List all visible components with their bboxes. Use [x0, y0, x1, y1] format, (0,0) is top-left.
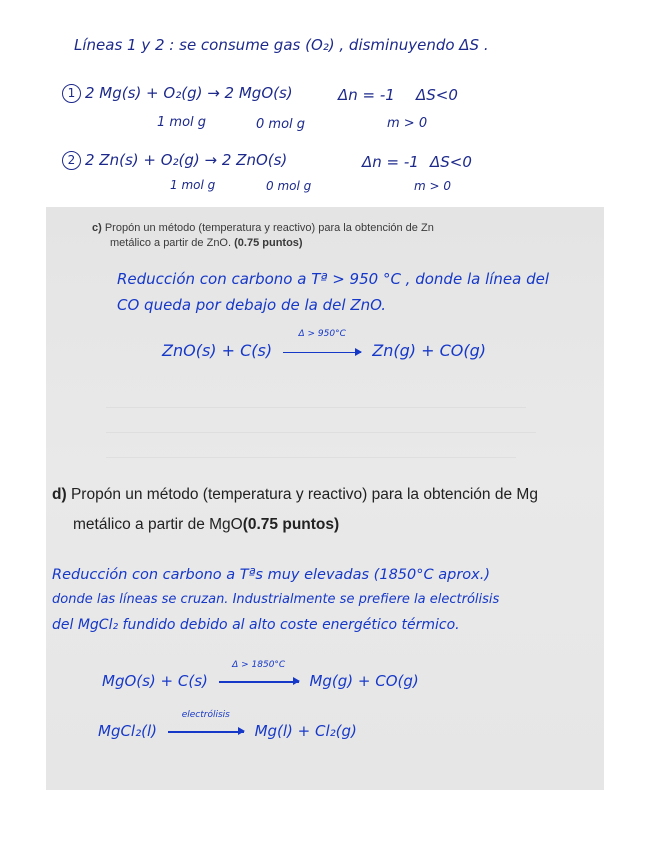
reaction-1-equation: 2 Mg(s) + O₂(g) → 2 MgO(s) — [85, 84, 293, 102]
exam-photo-panel — [46, 207, 604, 790]
reaction-1-gas-moles-reactant: 1 mol g — [157, 115, 207, 130]
question-c-text: Propón un método (temperatura y reactivo) para la obtención de Zn — [104, 222, 434, 234]
equation-d1 — [102, 659, 419, 691]
reaction-2 — [62, 151, 287, 170]
reaction-1-gas-moles-product: 0 mol g — [256, 117, 306, 132]
lines-heading: Líneas 1 y 2 : se consume gas (O₂) , disminuyendo ΔS . — [74, 36, 489, 54]
question-c-text-2: metálico a partir de ZnO. — [110, 237, 232, 249]
reaction-1 — [62, 84, 293, 103]
equation-d2-products: Mg(l) + Cl₂(g) — [254, 722, 357, 740]
reaction-2-delta-n: Δn = -1 — [362, 153, 419, 171]
equation-d1-reactants: MgO(s) + C(s) — [102, 672, 208, 690]
equation-c-reactants: ZnO(s) + C(s) — [162, 341, 273, 360]
reaction-2-delta-s: ΔS<0 — [430, 153, 472, 171]
reaction-2-number: 2 — [62, 151, 81, 170]
equation-d2 — [98, 709, 357, 741]
question-d-text-2: metálico a partir de MgO — [73, 516, 243, 533]
reaction-1-slope: m > 0 — [387, 116, 428, 131]
answer-d-line2: donde las líneas se cruzan. Industrialmente se prefiere la electrólisis — [52, 592, 500, 607]
question-c-line1 — [92, 222, 434, 234]
reaction-2-equation: 2 Zn(s) + O₂(g) → 2 ZnO(s) — [85, 151, 288, 169]
equation-d2-arrow — [168, 709, 244, 741]
question-c-line2 — [110, 237, 303, 249]
equation-c — [162, 329, 487, 361]
answer-d-line1: Reducción con carbono a Tªs muy elevadas (1850°C aprox.) — [52, 567, 490, 583]
answer-d-line3: del MgCl₂ fundido debido al alto coste energético térmico. — [52, 617, 460, 633]
answer-c-line1: Reducción con carbono a Tª > 950 °C , donde la línea del — [117, 270, 550, 288]
equation-d1-products: Mg(g) + CO(g) — [309, 672, 419, 690]
equation-c-arrow — [283, 329, 361, 361]
reaction-1-delta-s: ΔS<0 — [416, 86, 458, 104]
reaction-2-slope: m > 0 — [414, 179, 452, 193]
equation-c-products: Zn(g) + CO(g) — [372, 341, 487, 360]
question-d-points: (0.75 puntos) — [242, 516, 340, 533]
equation-d1-arrow — [219, 659, 299, 691]
reaction-2-gas-moles-product: 0 mol g — [266, 179, 312, 193]
equation-d2-reactant: MgCl₂(l) — [98, 722, 157, 740]
question-c-points: (0.75 puntos) — [234, 237, 303, 249]
question-d-line1 — [52, 486, 538, 504]
question-d-line2 — [73, 516, 339, 534]
reaction-1-number: 1 — [62, 84, 81, 103]
equation-d2-condition: electrólisis — [181, 709, 230, 720]
question-d-label: d) — [52, 486, 67, 503]
answer-c-line2: CO queda por debajo de la del ZnO. — [117, 296, 387, 314]
equation-d1-condition: Δ > 1850°C — [232, 659, 286, 670]
question-c-label: c) — [92, 222, 102, 234]
question-d-text: Propón un método (temperatura y reactivo) para la obtención de Mg — [70, 486, 538, 503]
equation-c-condition: Δ > 950°C — [298, 329, 346, 339]
reaction-1-delta-n: Δn = -1 — [338, 86, 395, 104]
reaction-2-gas-moles-reactant: 1 mol g — [170, 178, 216, 192]
